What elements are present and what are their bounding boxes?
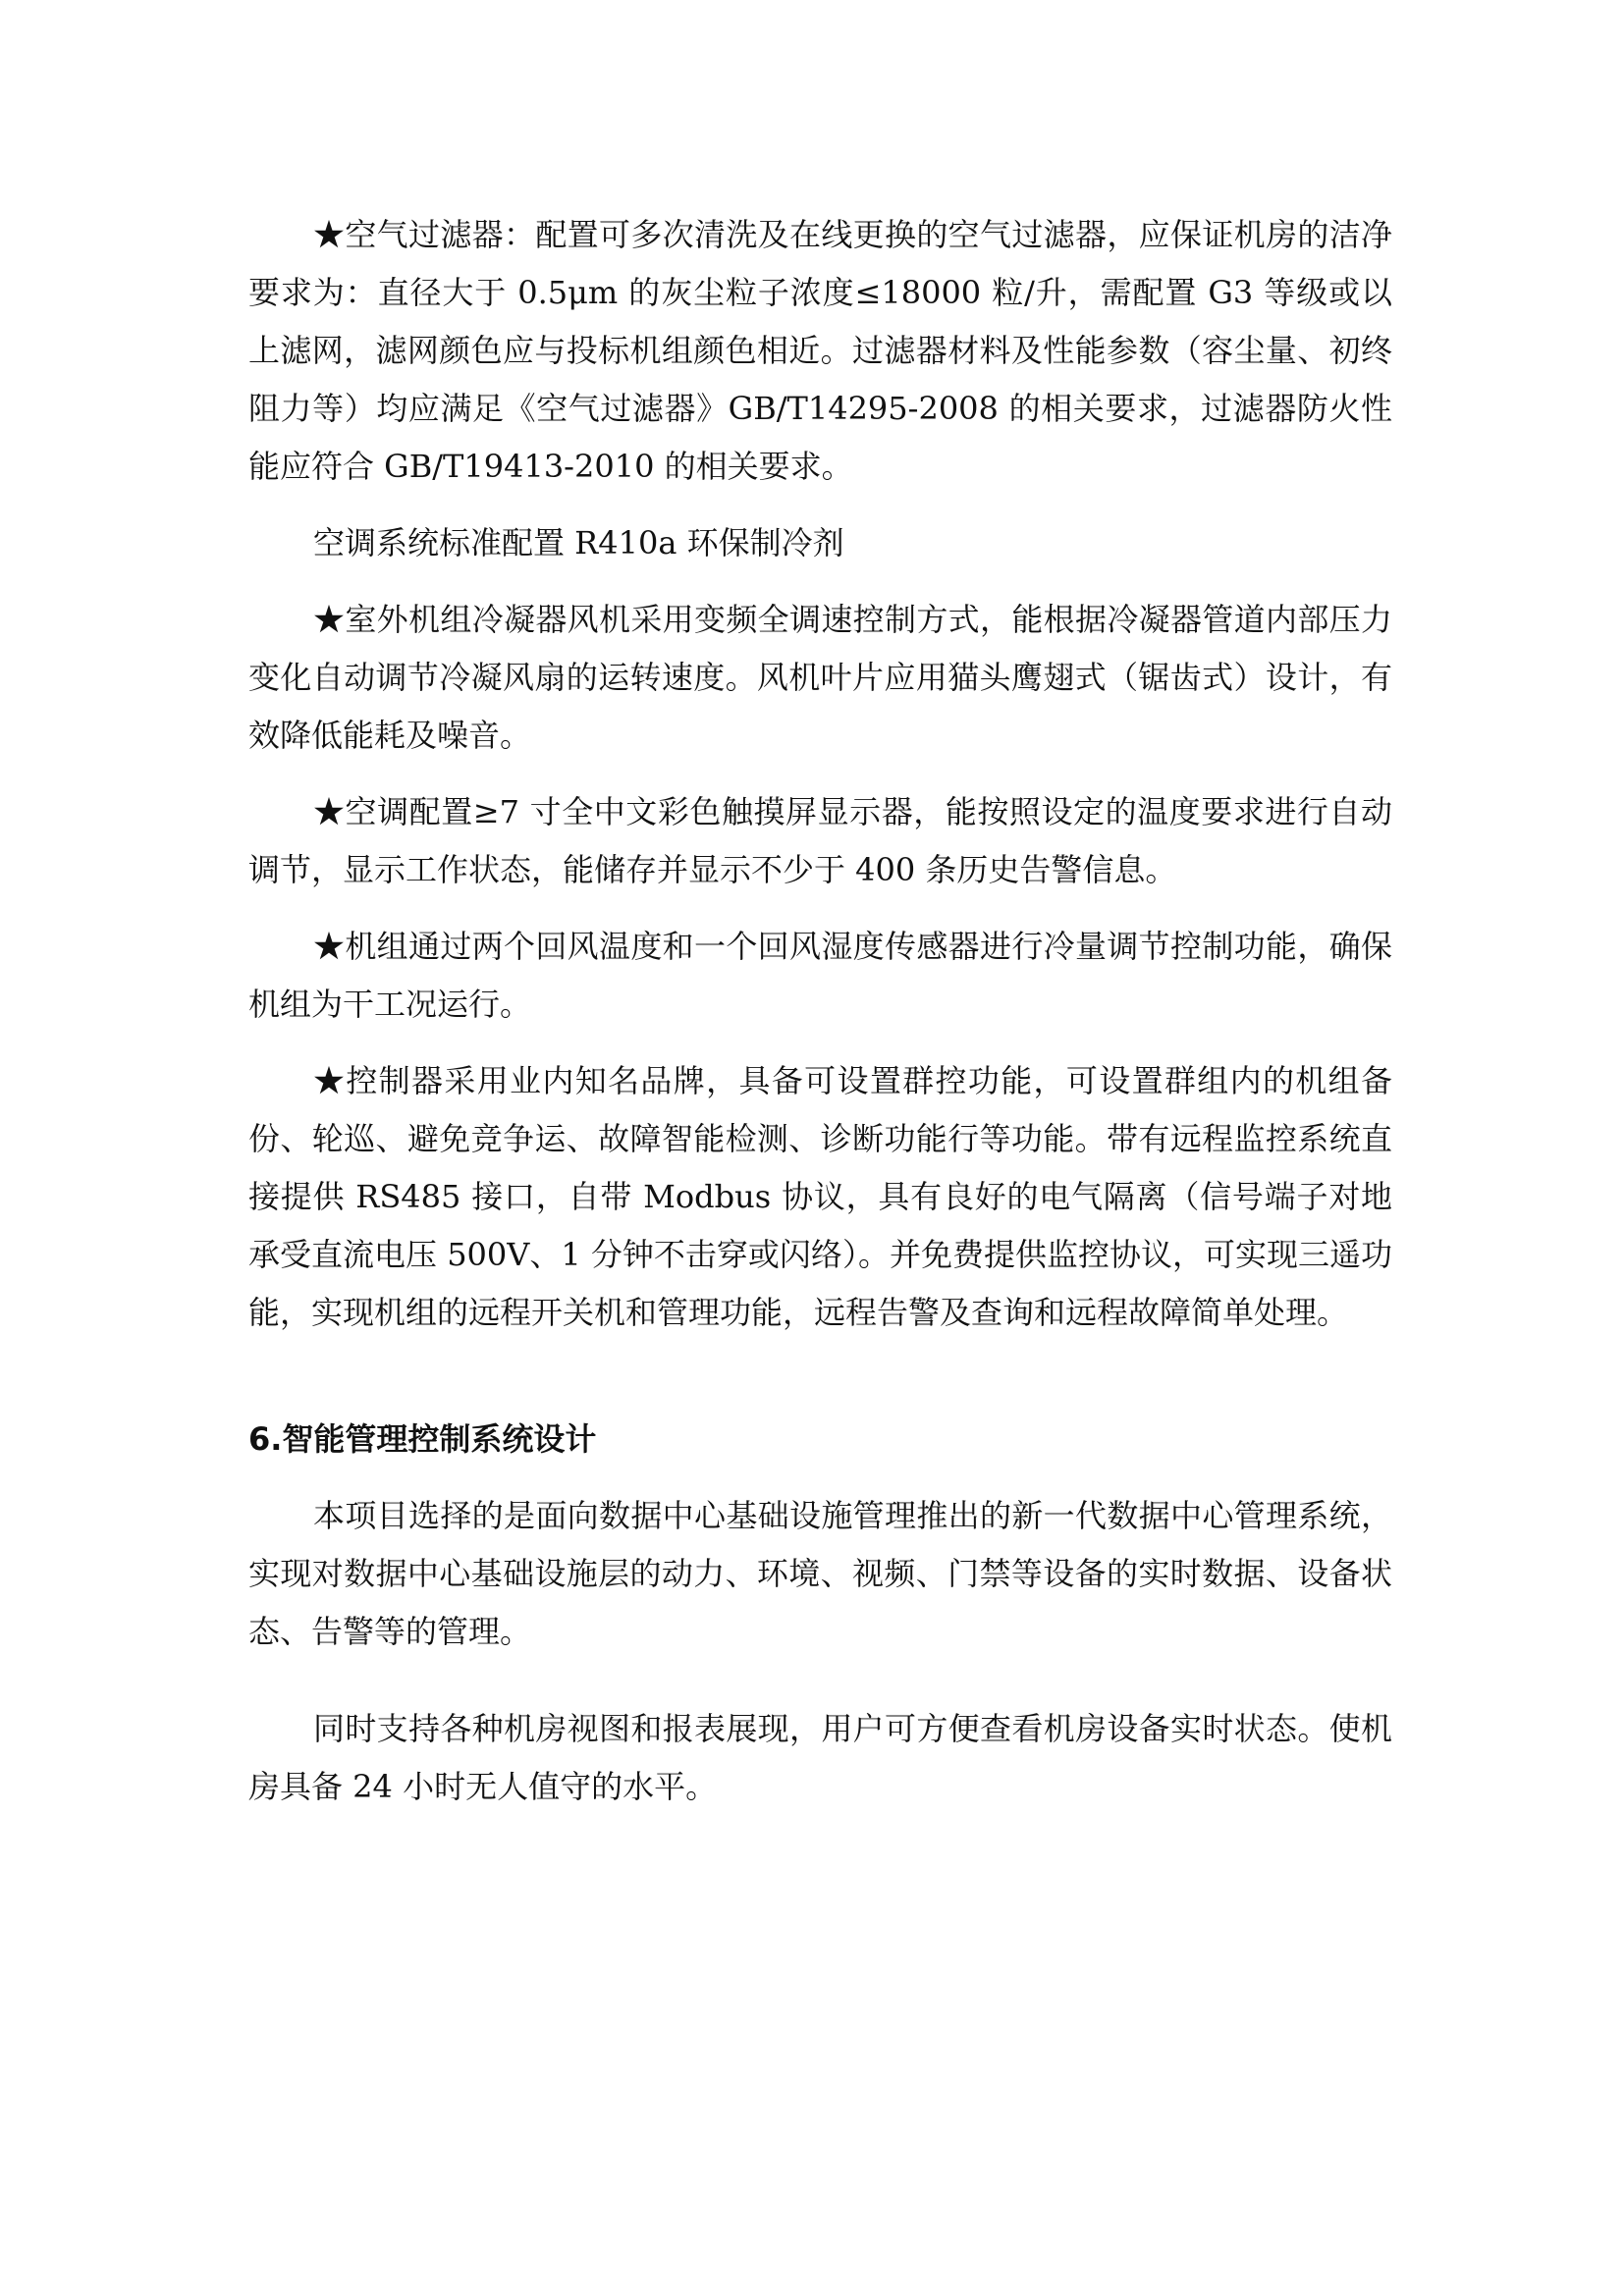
paragraph-touch-display: ★空调配置≥7 寸全中文彩色触摸屏显示器，能按照设定的温度要求进行自动调节，显示工作状态，能储存并显示不少于 400 条历史告警信息。 [248, 793, 1392, 888]
spacer [248, 1661, 1392, 1700]
spacer [248, 1468, 1392, 1487]
page-content [248, 206, 1392, 1816]
paragraph-air-filter: ★空气过滤器：配置可多次清洗及在线更换的空气过滤器，应保证机房的洁净要求为：直径大于 0.5μm 的灰尘粒子浓度≤18000 粒/升，需配置 G3 等级或以上滤网，滤网颜色应与投标机组颜色相近。过滤器材料及性能参数（容尘量、初终阻力等）均应满足《空气过滤器》GB/T14295-2008 的相关要求，过滤器防火性能应符合 GB/T19413-2010 的相关要求。 [248, 216, 1392, 485]
paragraph-unattended: 同时支持各种机房视图和报表展现，用户可方便查看机房设备实时状态。使机房具备 24 小时无人值守的水平。 [248, 1710, 1392, 1805]
spacer [248, 496, 1392, 514]
section-heading: 6.智能管理控制系统设计 [248, 1420, 597, 1458]
paragraph-sensors: ★机组通过两个回风温度和一个回风湿度传感器进行冷量调节控制功能，确保机组为干工况运行。 [248, 928, 1392, 1023]
paragraph-management-system: 本项目选择的是面向数据中心基础设施管理推出的新一代数据中心管理系统，实现对数据中心基础设施层的动力、环境、视频、门禁等设备的实时数据、设备状态、告警等的管理。 [248, 1497, 1392, 1650]
paragraph-condenser-fan: ★室外机组冷凝器风机采用变频全调速控制方式，能根据冷凝器管道内部压力变化自动调节冷凝风扇的运转速度。风机叶片应用猫头鹰翅式（锯齿式）设计，有效降低能耗及噪音。 [248, 601, 1392, 754]
spacer [248, 572, 1392, 591]
paragraph-refrigerant: 空调系统标准配置 R410a 环保制冷剂 [313, 524, 844, 561]
paragraph-controller: ★控制器采用业内知名品牌，具备可设置群控功能，可设置群组内的机组备份、轮巡、避免竞争运、故障智能检测、诊断功能行等功能。带有远程监控系统直接提供 RS485 接口，自带 Modbus 协议，具有良好的电气隔离（信号端子对地承受直流电压 500V、1 分钟不击穿或闪络）。并免费提供监控协议，可实现三遥功能，实现机组的远程开关机和管理功能，远程告警及查询和远程故障简单处理。 [248, 1062, 1392, 1331]
spacer [248, 1342, 1392, 1411]
spacer [248, 1034, 1392, 1052]
spacer [248, 765, 1392, 783]
spacer [248, 899, 1392, 918]
